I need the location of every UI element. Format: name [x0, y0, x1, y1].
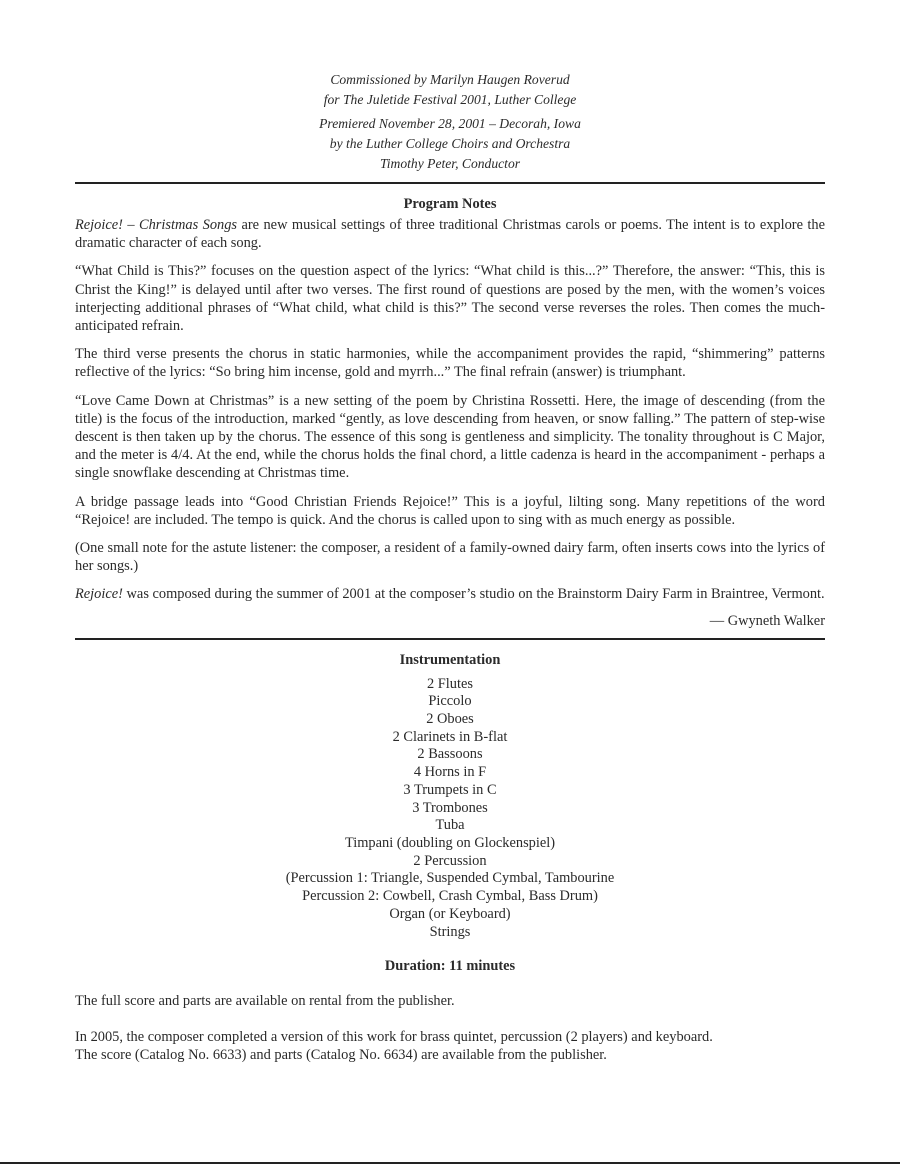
- work-title: Rejoice! – Christmas Songs: [75, 217, 238, 233]
- notes-paragraph: [75, 585, 825, 603]
- premiere-line: Premiered November 28, 2001 – Decorah, Iowa: [319, 116, 581, 131]
- instrument-item: (Percussion 1: Triangle, Suspended Cymbal, Tambourine: [285, 870, 615, 887]
- commission-line: for The Juletide Festival 2001, Luther College: [323, 92, 577, 107]
- instrument-item: Organ (or Keyboard): [389, 905, 511, 922]
- paragraph-text: was composed during the summer of 2001 at the composer’s studio on the Brainstorm Dairy Farm in Braintree, Vermont.: [122, 586, 825, 603]
- notes-paragraph: “What Child is This?” focuses on the question aspect of the lyrics: “What child is this...?” Therefore, the answer: “This, this is Christ the King!” is delayed until after two verses. The first round of questions are posed by the men, with the women’s voices interjecting additional phrases of “What child, what child is this?” The second verse reverses the roles. Then comes the much-anticipated refrain.: [75, 263, 825, 335]
- instrument-item: Strings: [429, 923, 471, 940]
- commission-block: [75, 70, 825, 110]
- paragraph-text: are new musical settings of three traditional Christmas carols or poems. The intent is to explore the dramatic character of each song.: [75, 217, 825, 252]
- instrument-item: Piccolo: [428, 693, 472, 710]
- premiere-block: [75, 114, 825, 174]
- instrument-item: Timpani (doubling on Glockenspiel): [344, 834, 556, 851]
- notes-paragraph: The third verse presents the chorus in static harmonies, while the accompaniment provides the rapid, “shimmering” patterns reflective of the lyrics: “So bring him incense, gold and myrrh...” The final refrain (answer) is triumphant.: [75, 346, 825, 381]
- instrument-item: Percussion 2: Cowbell, Crash Cymbal, Bass Drum): [302, 888, 598, 905]
- instrument-item: 2 Flutes: [427, 675, 473, 692]
- notes-paragraph: [75, 216, 825, 252]
- publisher-notes: [75, 992, 825, 1065]
- program-notes-body: [75, 216, 825, 604]
- instrument-item: 4 Horns in F: [413, 764, 487, 781]
- notes-paragraph: A bridge passage leads into “Good Christian Friends Rejoice!” This is a joyful, lilting song. Many repetitions of the word “Rejoice! are included. The tempo is quick. And the chorus is called upon to sing with as much energy as possible.: [75, 493, 825, 528]
- instrument-item: 2 Bassoons: [417, 746, 483, 763]
- program-notes-title: Program Notes: [403, 196, 497, 212]
- work-title: Rejoice!: [75, 586, 123, 603]
- instrument-item: Tuba: [435, 817, 465, 834]
- commission-header: [75, 70, 825, 174]
- instrument-item: 2 Clarinets in B-flat: [392, 728, 508, 745]
- section-divider: [75, 638, 825, 640]
- version-note-line: In 2005, the composer completed a version of this work for brass quintet, percussion (2 players) and keyboard.: [75, 1028, 713, 1045]
- instrument-item: 2 Percussion: [413, 852, 487, 869]
- rental-note: The full score and parts are available on rental from the publisher.: [75, 993, 455, 1010]
- premiere-line: Timothy Peter, Conductor: [379, 156, 521, 171]
- premiere-line: by the Luther College Choirs and Orchestra: [329, 136, 571, 151]
- version-note-line: The score (Catalog No. 6633) and parts (Catalog No. 6634) are available from the publisher.: [75, 1047, 607, 1064]
- instrument-item: 2 Oboes: [426, 711, 474, 728]
- instrumentation-list: [75, 676, 825, 942]
- notes-paragraph: (One small note for the astute listener: the composer, a resident of a family-owned dairy farm, often inserts cows into the lyrics of her songs.): [75, 540, 825, 575]
- commission-line: Commissioned by Marilyn Haugen Roverud: [330, 72, 570, 87]
- instrument-item: 3 Trumpets in C: [403, 781, 497, 798]
- instrumentation-title: Instrumentation: [399, 651, 501, 668]
- instrument-item: 3 Trombones: [412, 799, 488, 816]
- notes-paragraph: “Love Came Down at Christmas” is a new setting of the poem by Christina Rossetti. Here, the image of descending (from the title) is the focus of the introduction, marked “gently, as love descending from heaven, or snow falling.” The pattern of step-wise descent is then taken up by the chorus. The essence of this song is gentleness and simplicity. The tonality throughout is C Major, and the meter is 4/4. At the end, while the chorus holds the final chord, a little cadenza is heard in the accompaniment - perhaps a single snowflake descending at Christmas time.: [75, 392, 825, 482]
- composer-signature: — Gwyneth Walker: [709, 612, 825, 629]
- duration-label: Duration: 11 minutes: [384, 958, 516, 975]
- section-divider: [75, 182, 825, 184]
